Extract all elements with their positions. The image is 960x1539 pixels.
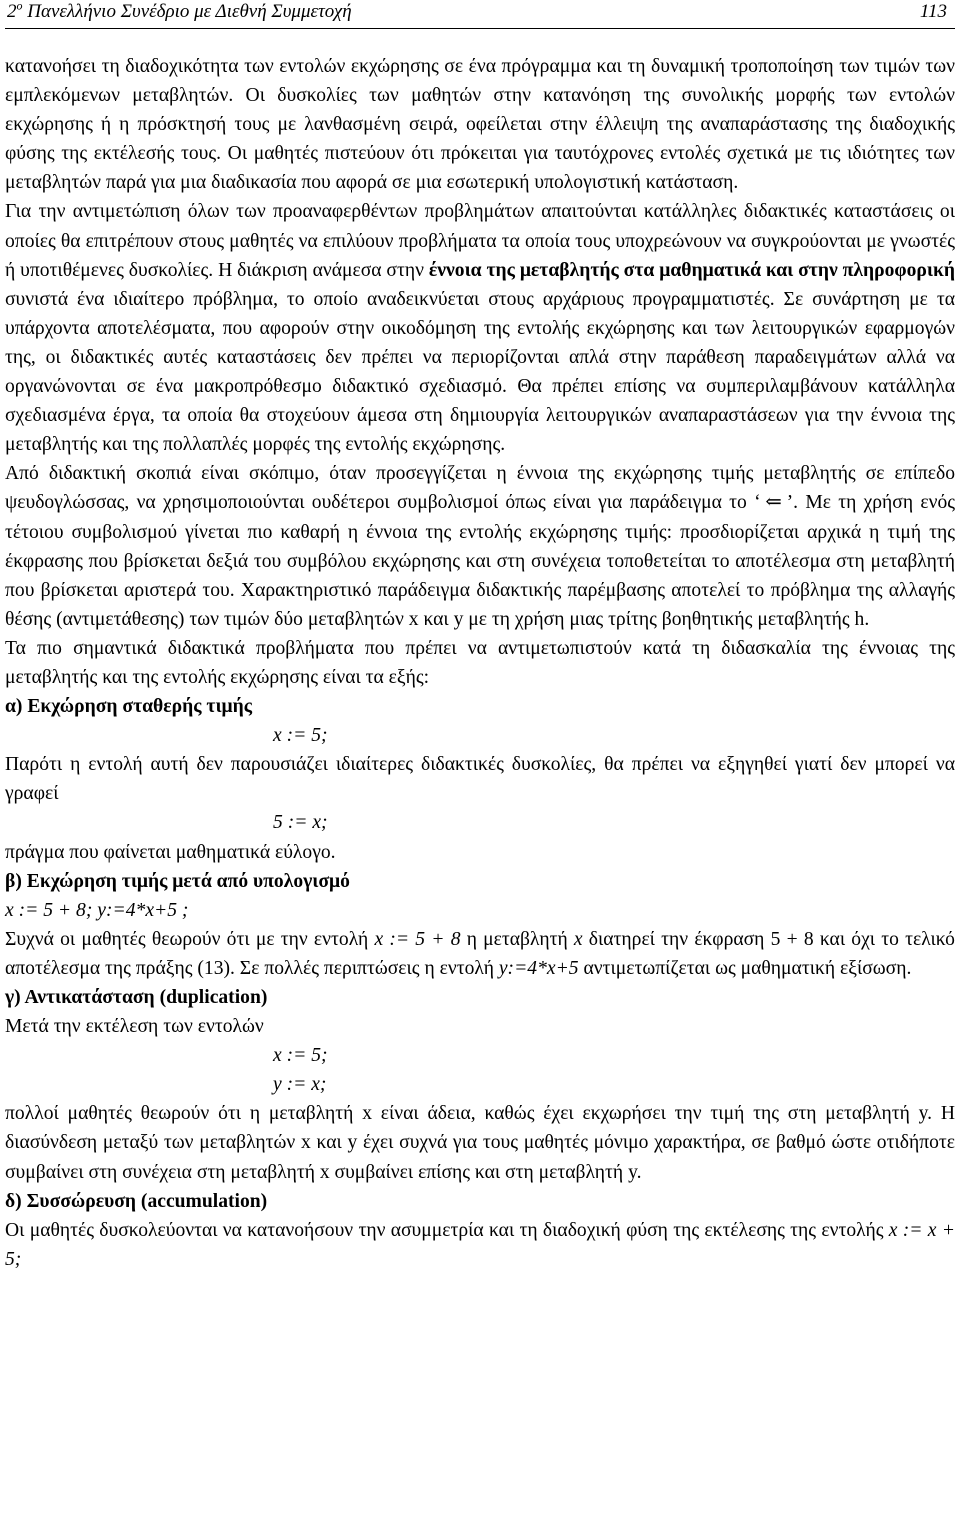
equation: 5 := x; (273, 812, 328, 834)
running-header (5, 0, 955, 29)
paragraph: κατανοήσει τη διαδοχικότητα των εντολών εκχώρησης σε ένα πρόγραμμα και τη δυναμική τροποποίηση των τιμών των εμπλεκόμενων μεταβλητών. Οι δυσκολίες των μαθητών στην κατανόηση της συνολικής μορφής των εντολών εκχώρησης ή η πρόσκτησή τους με λανθασμένη σειρά, οφείλεται στην έλλειψη της αναπαράστασης της διαδοχικής φύσης της εκτέλεσής τους. Οι μαθητές πιστεύουν ότι πρόκειται για ταυτόχρονες εντολές σχετικά με τις ιδιότητες των μεταβλητών παρά για μια διαδικασία που αφορά σε μια εσωτερική υπολογιστική κατάσταση. (5, 56, 955, 194)
section-heading-a: α) Εκχώρηση σταθερής τιμής (5, 696, 253, 718)
paragraph: Παρότι η εντολή αυτή δεν παρουσιάζει ιδιαίτερες διδακτικές δυσκολίες, θα πρέπει να εξηγηθεί γιατί δεν μπορεί να γραφεί (5, 754, 955, 805)
body-text (5, 52, 955, 1274)
paragraph: Για την αντιμετώπιση όλων των προαναφερθέντων προβλημάτων απαιτούνται κατάλληλες διδακτικές καταστάσεις οι οποίες θα επιτρέπουν στους μαθητές να επιλύουν προβλήματα τα οποία τους υποχρεώνουν να συγκρούονται με γνωστές ή υποτιθέμενες δυσκολίες. Η διάκριση ανάμεσα στην έννοια της μεταβλητής στα μαθηματικά και στην πληροφορική συνιστά ένα ιδιαίτερο πρόβλημα, το οποίο αναδεικνύεται στους αρχάριους προγραμματιστές. Σε συνάρτηση με τα υπάρχοντα αποτελέσματα, που αφορούν στην οικοδόμηση της εντολής εκχώρησης και των λειτουργικών εφαρμογών της, οι διδακτικές αυτές καταστάσεις δεν πρέπει να περιορίζονται απλά στην παράθεση παραδειγμάτων αλλά να οργανώνονται σε ένα μακροπρόθεσμο διδακτικό σχεδιασμό. Θα πρέπει επίσης να συμπεριλαμβάνουν κατάλληλα σχεδιασμένα έργα, τα οποία θα στοχεύουν άμεσα στη δημιουργία λειτουργικών αναπαραστάσεων για την έννοια της μεταβλητής και της πολλαπλές μορφές της εντολής εκχώρησης. (5, 201, 955, 456)
section-heading-d: δ) Συσσώρευση (accumulation) (5, 1190, 268, 1212)
emphasis: έννοια της μεταβλητής στα μαθηματικά και στην πληροφορική (428, 259, 955, 281)
paragraph: Τα πιο σημαντικά διδακτικά προβλήματα που πρέπει να αντιμετωπιστούν κατά τη διδασκαλία της έννοιας της μεταβλητής και της εντολής εκχώρησης είναι τα εξής: (5, 637, 955, 688)
equation: x := 5; (273, 1045, 328, 1067)
conference-title: $2^o$ Πανελλήνιο Συνέδριο με Διεθνή Συμμετοχή (7, 0, 352, 22)
paragraph: Συχνά οι μαθητές θεωρούν ότι με την εντολή x := 5 + 8 η μεταβλητή x διατηρεί την έκφραση 5 + 8 και όχι το τελικό αποτέλεσμα της πράξης (13). Σε πολλές περιπτώσεις η εντολή y:=4*x+5 αντιμετωπίζεται ως μαθηματική εξίσωση. (5, 928, 955, 979)
equation: y := x; (273, 1074, 327, 1096)
paragraph: Μετά την εκτέλεση των εντολών (5, 1016, 264, 1038)
paragraph: Από διδακτική σκοπιά είναι σκόπιμο, όταν προσεγγίζεται η έννοια της εκχώρησης τιμής μεταβλητής σε επίπεδο ψευδογλώσσας, να χρησιμοποιούνται ουδέτεροι συμβολισμοί όπως είναι για παράδειγμα το ‘ ⇐ ’. Με τη χρήση ενός τέτοιου συμβολισμού γίνεται πιο καθαρή η έννοια της εντολής εκχώρησης τιμής: προσδιορίζεται αρχικά η τιμή της έκφρασης που βρίσκεται δεξιά του συμβόλου εκχώρησης και στη συνέχεια τοποθετείται το αποτέλεσμα στη μεταβλητή που βρίσκεται αριστερά του. Χαρακτηριστικό παράδειγμα διδακτικής παρέμβασης αποτελεί το πρόβλημα της αλλαγής θέσης (αντιμετάθεσης) των τιμών δύο μεταβλητών x και y με τη χρήση μιας τρίτης βοηθητικής μεταβλητής h. (5, 463, 956, 630)
page-number: 113 (919, 1, 947, 22)
paragraph: Οι μαθητές δυσκολεύονται να κατανοήσουν την ασυμμετρία και τη διαδοχική φύση της εκτέλεσης της εντολής x := x + 5; (5, 1219, 955, 1270)
section-heading-b: β) Εκχώρηση τιμής μετά από υπολογισμό (5, 870, 350, 892)
paragraph: πράγμα που φαίνεται μαθηματικά εύλογο. (5, 841, 336, 863)
equation: x := 5; (273, 725, 328, 747)
assignment-arrow-icon: ⇐ (765, 492, 782, 514)
section-heading-c: γ) Αντικατάσταση (duplication) (5, 987, 268, 1008)
code-line: x := 5 + 8; y:=4*x+5 ; (5, 899, 189, 921)
paragraph: πολλοί μαθητές θεωρούν ότι η μεταβλητή x είναι άδεια, καθώς έχει εκχωρήσει την τιμή της στη μεταβλητή y. Η διασύνδεση μεταξύ των μεταβλητών x και y έχει συχνά για τους μαθητές μόνιμο χαρακτήρα, σε βαθμό ώστε οτιδήποτε συμβαίνει στη συνέχεια στη μεταβλητή x συμβαίνει επίσης και στη μεταβλητή y. (5, 1103, 955, 1183)
